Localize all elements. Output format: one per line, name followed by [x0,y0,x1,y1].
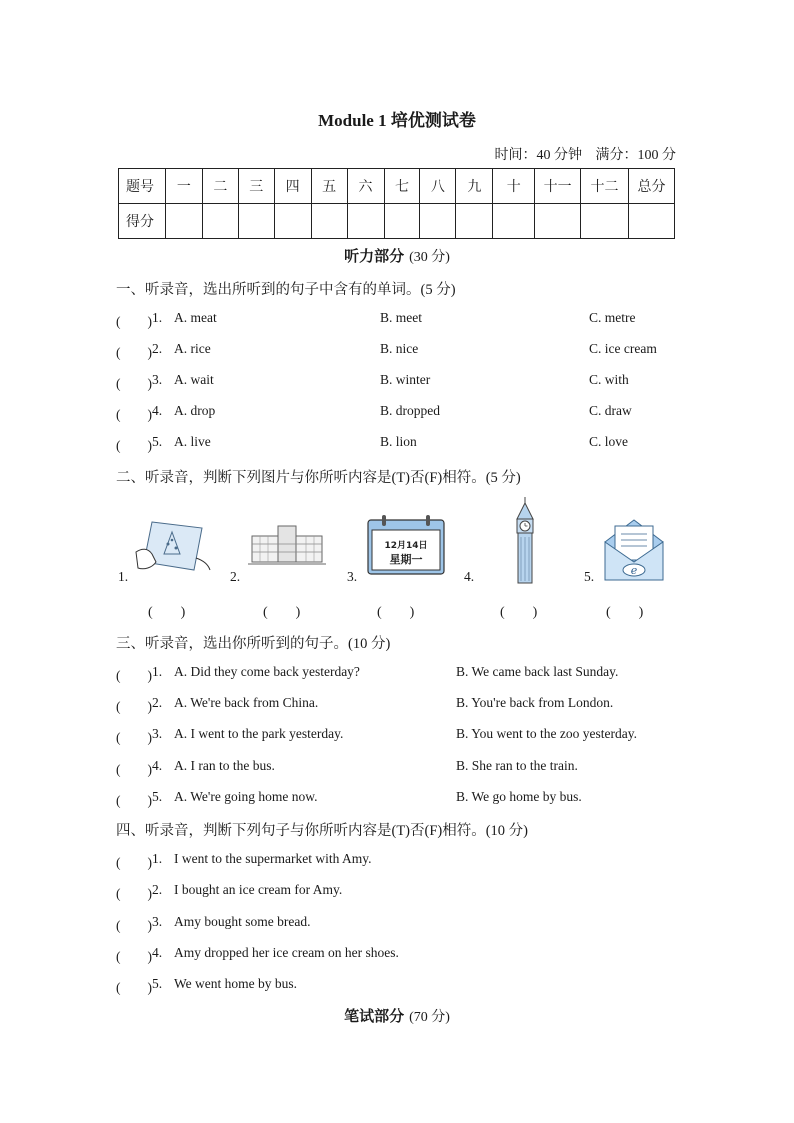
answer-blank[interactable]: ( ) [116,407,152,422]
option-b: B. meet [380,310,422,325]
listening-heading [0,245,794,266]
statement: We went home by bus. [174,976,298,991]
question-row [116,372,696,392]
answer-blank[interactable]: ( ) [116,762,152,777]
score-cell[interactable] [629,204,675,239]
answer-blank[interactable]: ( ) [263,605,301,620]
question-number: 2. [152,882,163,897]
header-cell: 七 [384,169,420,204]
answer-blank[interactable]: ( ) [116,668,152,683]
option-a: A. rice [174,341,211,356]
answer-blank[interactable]: ( ) [116,345,152,360]
answer-blank[interactable]: ( ) [116,438,152,453]
answer-blank[interactable]: ( ) [116,376,152,391]
score-value-row [119,204,675,239]
question-row [116,914,696,934]
exam-meta [485,144,677,164]
option-b: B. winter [380,372,431,387]
section-4-title: 四、听录音，判断下列句子与你所听内容是(T)否(F)相符。(10 分) [116,823,529,839]
question-number: 4. [152,945,163,960]
question-number: 3. [152,726,163,741]
score-row-label: 得分 [119,204,166,239]
answer-blank[interactable]: ( ) [500,605,538,620]
page-title: Module 1 培优测试卷 [318,111,476,130]
calendar-day: 星期一 [389,553,423,566]
statement: I went to the supermarket with Amy. [174,851,372,866]
header-cell: 九 [456,169,493,204]
picture-number: 1. [118,569,129,584]
question-row [116,789,696,809]
option-a: A. I went to the park yesterday. [174,726,344,741]
header-cell: 四 [274,169,311,204]
written-title: 笔试部分 [344,1009,405,1025]
answer-blank[interactable]: ( ) [116,699,152,714]
svg-text:e: e [630,564,638,577]
score-cell[interactable] [493,204,535,239]
question-number: 3. [152,914,163,929]
question-number: 3. [152,372,163,387]
header-cell: 十 [493,169,535,204]
written-heading [0,1005,794,1026]
score-cell[interactable] [581,204,629,239]
question-row [116,976,696,996]
question-row [116,758,696,778]
question-number: 5. [152,434,163,449]
question-number: 5. [152,789,163,804]
question-number: 2. [152,341,163,356]
big-ben-icon [508,497,542,585]
question-number: 2. [152,695,163,710]
question-number: 5. [152,976,163,991]
option-a: A. I ran to the bus. [174,758,275,773]
listening-points: (30 分) [409,250,450,265]
question-number: 4. [152,403,163,418]
question-row [116,726,696,746]
picture-number: 4. [464,569,475,584]
answer-blank[interactable]: ( ) [116,314,152,329]
question-row [116,945,696,965]
score-header-row [119,169,675,204]
option-b: B. We go home by bus. [456,789,582,804]
option-b: B. She ran to the train. [456,758,578,773]
header-cell: 总分 [629,169,675,204]
option-a: A. wait [174,372,214,387]
section-2-title: 二、听录音，判断下列图片与你所听内容是(T)否(F)相符。(5 分) [116,470,521,486]
score-cell[interactable] [165,204,202,239]
option-c: C. draw [589,403,632,418]
calendar-icon [366,514,446,576]
picture-number: 2. [230,569,241,584]
option-b: B. nice [380,341,419,356]
header-cell: 十一 [535,169,581,204]
score-cell[interactable] [456,204,493,239]
answer-blank[interactable]: ( ) [606,605,644,620]
option-b: B. lion [380,434,417,449]
score-cell[interactable] [311,204,347,239]
answer-blank[interactable]: ( ) [116,949,152,964]
question-number: 1. [152,310,163,325]
score-table [118,168,675,239]
question-row [116,851,696,871]
answer-blank[interactable]: ( ) [116,793,152,808]
question-row [116,664,696,684]
answer-blank[interactable]: ( ) [116,918,152,933]
score-cell[interactable] [420,204,456,239]
question-number: 1. [152,664,163,679]
statement: Amy dropped her ice cream on her shoes. [174,945,399,960]
option-c: C. metre [589,310,636,325]
question-row [116,403,696,423]
header-cell: 题号 [119,169,166,204]
calendar-date: 12月14日 [384,541,428,551]
option-b: B. You're back from London. [456,695,614,710]
header-cell: 一 [165,169,202,204]
option-b: B. dropped [380,403,440,418]
question-number: 1. [152,851,163,866]
statement: Amy bought some bread. [174,914,311,929]
header-cell: 三 [238,169,274,204]
option-a: A. We're back from China. [174,695,319,710]
option-c: C. with [589,372,629,387]
full-score: 满分：100 分 [595,148,676,163]
answer-blank[interactable]: ( ) [116,730,152,745]
option-b: B. You went to the zoo yesterday. [456,726,637,741]
score-cell[interactable] [274,204,311,239]
score-cell[interactable] [535,204,581,239]
email-icon [603,518,665,584]
time-limit: 时间：40 分钟 [494,148,582,163]
header-cell: 二 [202,169,238,204]
question-row [116,882,696,902]
section-1-title: 一、听录音，选出所听到的句子中含有的单词。(5 分) [116,282,456,298]
christmas-card-icon [134,518,212,574]
listening-title: 听力部分 [344,249,405,265]
answer-blank[interactable]: ( ) [377,605,415,620]
question-row [116,695,696,715]
option-a: A. meat [174,310,217,325]
option-a: A. live [174,434,211,449]
score-cell[interactable] [384,204,420,239]
option-a: A. drop [174,403,216,418]
statement: I bought an ice cream for Amy. [174,882,343,897]
written-points: (70 分) [409,1010,450,1025]
option-c: C. ice cream [589,341,657,356]
section-3-title: 三、听录音，选出你所听到的句子。(10 分) [116,636,391,652]
score-cell[interactable] [347,204,384,239]
header-cell: 五 [311,169,347,204]
answer-blank[interactable]: ( ) [116,855,152,870]
header-cell: 十二 [581,169,629,204]
score-cell[interactable] [238,204,274,239]
building-icon [248,520,326,566]
option-c: C. love [589,434,628,449]
option-b: B. We came back last Sunday. [456,664,619,679]
header-cell: 八 [420,169,456,204]
answer-blank[interactable]: ( ) [148,605,186,620]
header-cell: 六 [347,169,384,204]
option-a: A. Did they come back yesterday? [174,664,360,679]
picture-number: 3. [347,569,358,584]
question-row [116,341,696,361]
question-number: 4. [152,758,163,773]
option-a: A. We're going home now. [174,789,318,804]
question-row [116,310,696,330]
answer-blank[interactable]: ( ) [116,886,152,901]
answer-blank[interactable]: ( ) [116,980,152,995]
question-row [116,434,696,454]
score-cell[interactable] [202,204,238,239]
picture-number: 5. [584,569,595,584]
